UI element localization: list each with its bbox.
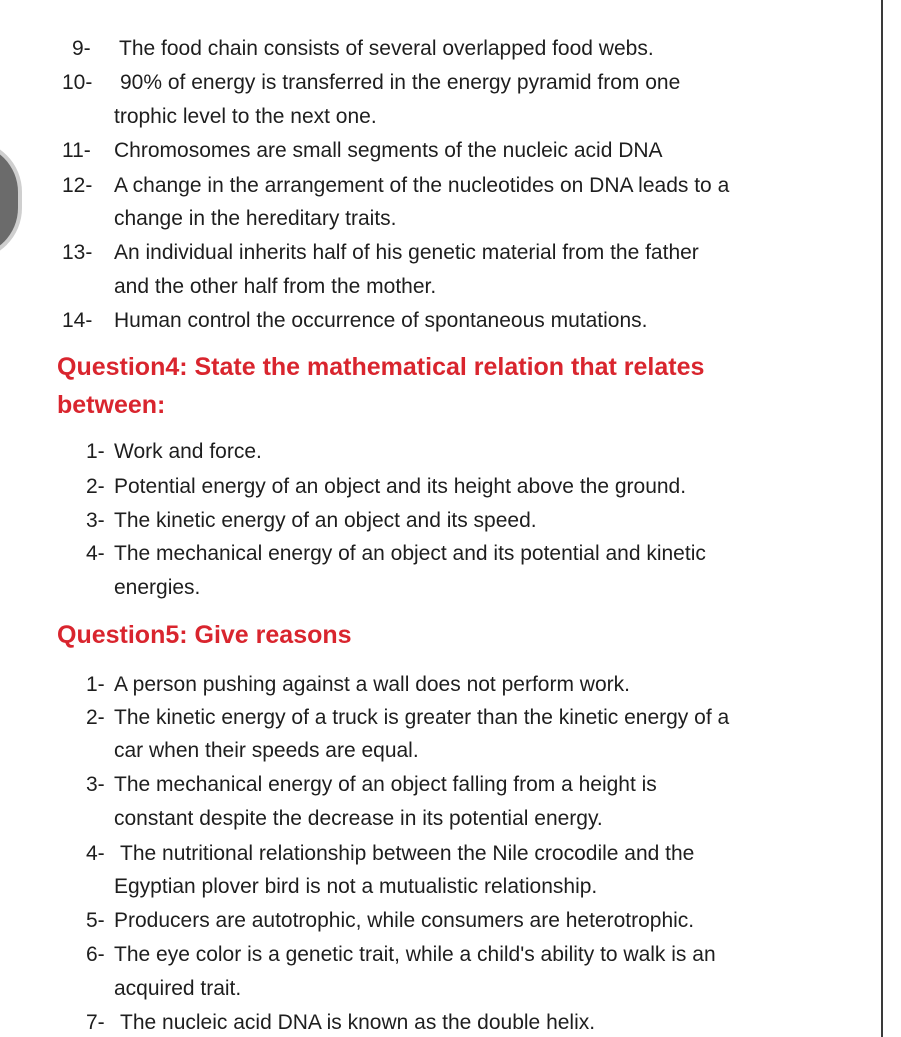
item-text-continuation: energies. (114, 576, 201, 599)
item-text: The mechanical energy of an object falling from a height is (114, 773, 657, 796)
item-text-continuation: and the other half from the mother. (114, 275, 437, 298)
question4-title-continuation: between: (57, 391, 166, 419)
item-text: Chromosomes are small segments of the nucleic acid DNA (114, 139, 663, 162)
item-text: Potential energy of an object and its height above the ground. (114, 475, 687, 498)
item-text-continuation: constant despite the decrease in its potential energy. (114, 807, 603, 830)
item-number: 4- (86, 842, 105, 865)
item-text: The nutritional relationship between the Nile crocodile and the (120, 842, 695, 865)
scroll-handle[interactable] (0, 140, 22, 260)
list-item (86, 705, 729, 731)
list-item (62, 173, 729, 199)
item-number: 14- (62, 309, 93, 332)
item-text-continuation: trophic level to the next one. (114, 105, 377, 128)
item-number: 1- (86, 673, 105, 696)
item-text: The food chain consists of several overlapped food webs. (119, 37, 654, 60)
list-item (62, 138, 663, 164)
list-item (62, 240, 699, 266)
item-text: Work and force. (114, 440, 262, 463)
question5-title: Question5: Give reasons (57, 621, 352, 649)
item-text: The nucleic acid DNA is known as the double helix. (120, 1011, 596, 1034)
item-number: 7- (86, 1011, 105, 1034)
list-item (86, 841, 694, 867)
item-number: 12- (62, 174, 93, 197)
list-item (86, 942, 716, 968)
list-item (72, 36, 654, 62)
list-item (86, 772, 657, 798)
list-item (86, 1010, 595, 1036)
item-text: An individual inherits half of his genetic material from the father (114, 241, 699, 264)
item-text: The mechanical energy of an object and its potential and kinetic (114, 542, 706, 565)
list-item (62, 70, 680, 96)
page-right-border (881, 0, 883, 1037)
item-text-continuation: change in the hereditary traits. (114, 207, 397, 230)
item-number: 5- (86, 909, 105, 932)
item-number: 2- (86, 706, 105, 729)
item-text-continuation: acquired trait. (114, 977, 242, 1000)
item-number: 13- (62, 241, 93, 264)
item-number: 3- (86, 773, 105, 796)
item-text-continuation: Egyptian plover bird is not a mutualistic relationship. (114, 875, 598, 898)
list-item (86, 439, 262, 465)
item-text: The kinetic energy of an object and its speed. (114, 509, 537, 532)
item-number: 10- (62, 71, 93, 94)
item-number: 2- (86, 475, 105, 498)
item-number: 3- (86, 509, 105, 532)
item-text: Producers are autotrophic, while consumers are heterotrophic. (114, 909, 695, 932)
list-item (86, 672, 630, 698)
item-number: 1- (86, 440, 105, 463)
item-number: 9- (72, 37, 91, 60)
list-item (86, 541, 706, 567)
question4-title: Question4: State the mathematical relation that relates (57, 353, 705, 381)
list-item (62, 308, 647, 334)
item-text: Human control the occurrence of spontaneous mutations. (114, 309, 648, 332)
item-text-continuation: car when their speeds are equal. (114, 739, 419, 762)
list-item (86, 908, 694, 934)
item-number: 6- (86, 943, 105, 966)
item-text: 90% of energy is transferred in the energy pyramid from one (120, 71, 681, 94)
item-text: A change in the arrangement of the nucleotides on DNA leads to a (114, 174, 730, 197)
item-number: 11- (62, 139, 91, 162)
list-item (86, 508, 537, 534)
item-number: 4- (86, 542, 105, 565)
item-text: The eye color is a genetic trait, while a child's ability to walk is an (114, 943, 716, 966)
item-text: The kinetic energy of a truck is greater than the kinetic energy of a (114, 706, 730, 729)
list-item (86, 474, 686, 500)
item-text: A person pushing against a wall does not perform work. (114, 673, 630, 696)
